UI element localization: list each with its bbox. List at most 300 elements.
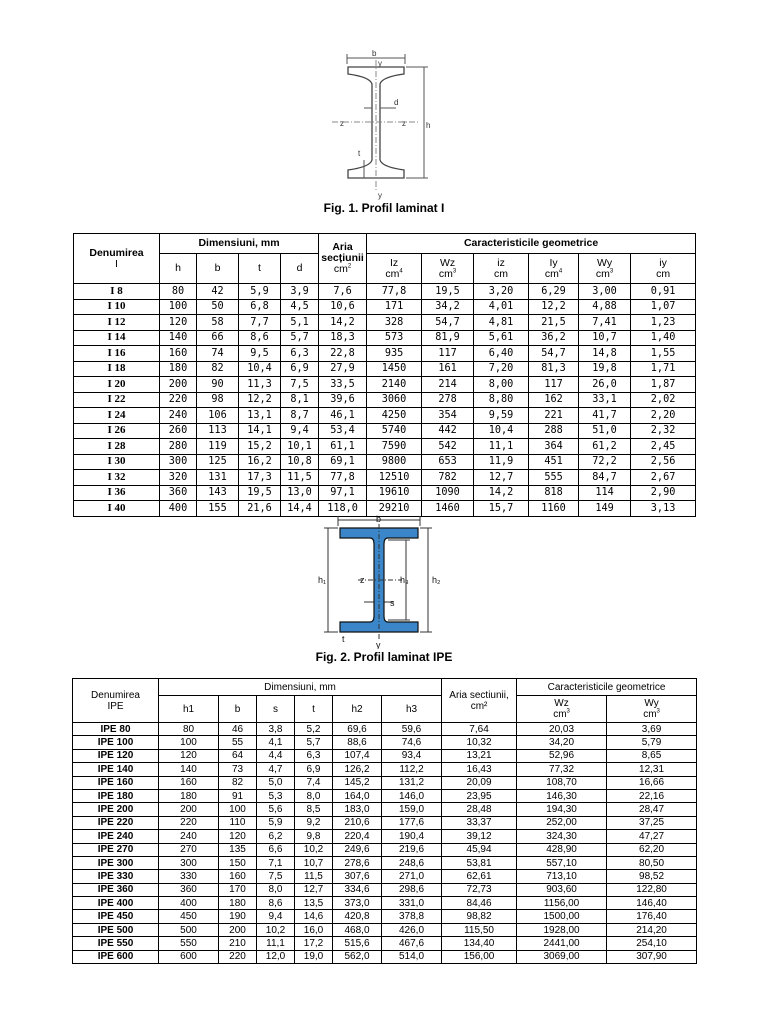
t1-value-cell: 5,61: [474, 330, 529, 346]
t2-header-geom: Caracteristicile geometrice: [517, 679, 697, 696]
fig1-label-t: t: [358, 149, 361, 158]
t1-value-cell: 278: [422, 392, 474, 408]
t1-value-cell: 4,81: [474, 315, 529, 331]
t2-value-cell: 360: [159, 883, 219, 896]
t1-value-cell: 26,0: [579, 377, 631, 393]
t1-row: [74, 470, 696, 486]
t1-value-cell: 1090: [422, 485, 474, 501]
t1-value-cell: 1,07: [631, 299, 696, 315]
t1-value-cell: 34,2: [422, 299, 474, 315]
t1-value-cell: 2,32: [631, 423, 696, 439]
t1-row: [74, 330, 696, 346]
t1-sub-iz-radius: iz cm: [474, 254, 529, 284]
t2-value-cell: 55: [219, 736, 257, 749]
t1-value-cell: 2,45: [631, 439, 696, 455]
t1-row: [74, 284, 696, 300]
t2-value-cell: 426,0: [382, 923, 442, 936]
t2-value-cell: 176,40: [607, 910, 697, 923]
t2-sub-b: b: [219, 696, 257, 723]
t2-row: [73, 736, 697, 749]
fig2-label-s: s: [390, 598, 395, 608]
t1-value-cell: 81,9: [422, 330, 474, 346]
t1-value-cell: 653: [422, 454, 474, 470]
t1-value-cell: 21,5: [529, 315, 579, 331]
t2-value-cell: 600: [159, 950, 219, 963]
t1-profile-name-cell: I 10: [74, 299, 160, 315]
t1-value-cell: 12,2: [529, 299, 579, 315]
t1-row: [74, 485, 696, 501]
t2-sub-t: t: [295, 696, 333, 723]
t1-sub-wy: Wy $cm^3$: [579, 254, 631, 284]
t1-value-cell: 12510: [367, 470, 422, 486]
t1-value-cell: 16,2: [239, 454, 281, 470]
t1-value-cell: 106: [197, 408, 239, 424]
t2-value-cell: 19,0: [295, 950, 333, 963]
t2-value-cell: 249,6: [333, 843, 382, 856]
t2-value-cell: 82: [219, 776, 257, 789]
t1-value-cell: 328: [367, 315, 422, 331]
t1-sub-iy-moment: Iy $cm^4$: [529, 254, 579, 284]
t2-row: [73, 776, 697, 789]
t1-row: [74, 377, 696, 393]
t2-body: [73, 723, 697, 964]
t2-value-cell: 1156,00: [517, 897, 607, 910]
t1-value-cell: 573: [367, 330, 422, 346]
t1-value-cell: 160: [160, 346, 197, 362]
t1-value-cell: 4,5: [281, 299, 319, 315]
t1-value-cell: 11,3: [239, 377, 281, 393]
t2-value-cell: 6,2: [257, 830, 295, 843]
t1-value-cell: 98: [197, 392, 239, 408]
t1-value-cell: 7,5: [281, 377, 319, 393]
t1-profile-name-cell: I 20: [74, 377, 160, 393]
t2-value-cell: 240: [159, 830, 219, 843]
t2-value-cell: 4,1: [257, 736, 295, 749]
t2-value-cell: 39,12: [442, 830, 517, 843]
t2-value-cell: 180: [159, 789, 219, 802]
t1-value-cell: 18,3: [319, 330, 367, 346]
t2-value-cell: 298,6: [382, 883, 442, 896]
t1-value-cell: 17,3: [239, 470, 281, 486]
t2-value-cell: 183,0: [333, 803, 382, 816]
t1-value-cell: 10,8: [281, 454, 319, 470]
t1-value-cell: 22,8: [319, 346, 367, 362]
t2-value-cell: 84,46: [442, 897, 517, 910]
t2-value-cell: 16,43: [442, 763, 517, 776]
t2-value-cell: 7,1: [257, 856, 295, 869]
t2-value-cell: 5,6: [257, 803, 295, 816]
fig1-label-b: b: [372, 50, 377, 58]
t2-profile-name-cell: IPE 270: [73, 843, 159, 856]
t1-value-cell: 2,20: [631, 408, 696, 424]
t2-row: [73, 856, 697, 869]
t1-value-cell: 69,1: [319, 454, 367, 470]
t2-value-cell: 254,10: [607, 937, 697, 950]
t2-profile-name-cell: IPE 330: [73, 870, 159, 883]
t2-value-cell: 146,40: [607, 897, 697, 910]
t2-value-cell: 120: [159, 749, 219, 762]
t2-value-cell: 20,03: [517, 723, 607, 736]
fig2-label-z: z: [360, 575, 365, 585]
t2-row: [73, 883, 697, 896]
t2-value-cell: 45,94: [442, 843, 517, 856]
t1-value-cell: 5,1: [281, 315, 319, 331]
t2-value-cell: 62,20: [607, 843, 697, 856]
t2-value-cell: 5,3: [257, 789, 295, 802]
t2-value-cell: 100: [159, 736, 219, 749]
t2-value-cell: 145,2: [333, 776, 382, 789]
t1-value-cell: 2,02: [631, 392, 696, 408]
t1-value-cell: 364: [529, 439, 579, 455]
t1-profile-name-cell: I 36: [74, 485, 160, 501]
t2-value-cell: 7,64: [442, 723, 517, 736]
t2-value-cell: 120: [219, 830, 257, 843]
t2-profile-name-cell: IPE 450: [73, 910, 159, 923]
t2-value-cell: 28,47: [607, 803, 697, 816]
t2-value-cell: 17,2: [295, 937, 333, 950]
t2-value-cell: 5,9: [257, 816, 295, 829]
t2-value-cell: 72,73: [442, 883, 517, 896]
t2-profile-name-cell: IPE 220: [73, 816, 159, 829]
t2-value-cell: 107,4: [333, 749, 382, 762]
t1-value-cell: 818: [529, 485, 579, 501]
t2-value-cell: 12,0: [257, 950, 295, 963]
t1-value-cell: 19,5: [422, 284, 474, 300]
fig2-label-b: b: [376, 514, 382, 524]
i-profile-drawing: [330, 50, 435, 200]
t2-value-cell: 331,0: [382, 897, 442, 910]
t1-value-cell: 77,8: [367, 284, 422, 300]
fig1-label-h: h: [426, 121, 431, 130]
t1-sub-d: d: [281, 254, 319, 284]
t2-value-cell: 53,81: [442, 856, 517, 869]
t2-value-cell: 8,6: [257, 897, 295, 910]
t2-value-cell: 428,90: [517, 843, 607, 856]
t2-profile-name-cell: IPE 80: [73, 723, 159, 736]
t1-value-cell: 4,01: [474, 299, 529, 315]
t1-value-cell: 4250: [367, 408, 422, 424]
t1-header-area: Aria secțiunii $cm^2$: [319, 234, 367, 284]
t2-value-cell: 74,6: [382, 736, 442, 749]
t1-value-cell: 33,1: [579, 392, 631, 408]
t2-value-cell: 468,0: [333, 923, 382, 936]
t2-value-cell: 3069,00: [517, 950, 607, 963]
t1-value-cell: 935: [367, 346, 422, 362]
t2-sub-wz: Wz $cm^3$: [517, 696, 607, 723]
t2-value-cell: 400: [159, 897, 219, 910]
t2-value-cell: 324,30: [517, 830, 607, 843]
t2-row: [73, 723, 697, 736]
t1-value-cell: 320: [160, 470, 197, 486]
t1-row: [74, 454, 696, 470]
t1-value-cell: 4,88: [579, 299, 631, 315]
t1-value-cell: 72,2: [579, 454, 631, 470]
t2-value-cell: 134,40: [442, 937, 517, 950]
t2-value-cell: 467,6: [382, 937, 442, 950]
t2-row: [73, 950, 697, 963]
t1-value-cell: 74: [197, 346, 239, 362]
t2-value-cell: 214,20: [607, 923, 697, 936]
t1-value-cell: 10,6: [319, 299, 367, 315]
t2-profile-name-cell: IPE 550: [73, 937, 159, 950]
t1-sub-b: b: [197, 254, 239, 284]
t1-value-cell: 117: [422, 346, 474, 362]
t1-value-cell: 140: [160, 330, 197, 346]
t2-value-cell: 500: [159, 923, 219, 936]
t2-value-cell: 131,2: [382, 776, 442, 789]
t2-profile-name-cell: IPE 240: [73, 830, 159, 843]
t2-value-cell: 10,7: [295, 856, 333, 869]
t1-value-cell: 8,80: [474, 392, 529, 408]
t1-header-geom: Caracteristicile geometrice: [367, 234, 696, 254]
t1-profile-name-cell: I 16: [74, 346, 160, 362]
t2-value-cell: 8,65: [607, 749, 697, 762]
t1-value-cell: 114: [579, 485, 631, 501]
t1-value-cell: 19,5: [239, 485, 281, 501]
t1-value-cell: 113: [197, 423, 239, 439]
t2-value-cell: 378,8: [382, 910, 442, 923]
t1-value-cell: 77,8: [319, 470, 367, 486]
t2-profile-name-cell: IPE 120: [73, 749, 159, 762]
t1-profile-name-cell: I 8: [74, 284, 160, 300]
t1-value-cell: 118,0: [319, 501, 367, 517]
t1-value-cell: 51,0: [579, 423, 631, 439]
t1-value-cell: 360: [160, 485, 197, 501]
fig2-label-h1: h₁: [318, 575, 327, 585]
t1-value-cell: 5740: [367, 423, 422, 439]
t2-value-cell: 108,70: [517, 776, 607, 789]
t1-value-cell: 8,1: [281, 392, 319, 408]
t1-value-cell: 27,9: [319, 361, 367, 377]
t2-value-cell: 159,0: [382, 803, 442, 816]
t1-value-cell: 5,7: [281, 330, 319, 346]
t1-value-cell: 14,4: [281, 501, 319, 517]
t2-value-cell: 180: [219, 897, 257, 910]
t1-value-cell: 1,40: [631, 330, 696, 346]
t1-value-cell: 6,9: [281, 361, 319, 377]
t2-row: [73, 803, 697, 816]
t1-sub-iy-radius: iy cm: [631, 254, 696, 284]
t2-row: [73, 816, 697, 829]
t2-value-cell: 271,0: [382, 870, 442, 883]
fig1-label-z-right: z: [402, 119, 406, 128]
t2-value-cell: 16,66: [607, 776, 697, 789]
t2-value-cell: 6,9: [295, 763, 333, 776]
t1-value-cell: 9,4: [281, 423, 319, 439]
t2-value-cell: 10,32: [442, 736, 517, 749]
t1-value-cell: 53,4: [319, 423, 367, 439]
t2-value-cell: 5,0: [257, 776, 295, 789]
t1-value-cell: 8,6: [239, 330, 281, 346]
t1-value-cell: 119: [197, 439, 239, 455]
t1-value-cell: 15,7: [474, 501, 529, 517]
t1-value-cell: 6,3: [281, 346, 319, 362]
fig2-label-h2: h₂: [432, 575, 441, 585]
t1-value-cell: 7,20: [474, 361, 529, 377]
t2-profile-name-cell: IPE 200: [73, 803, 159, 816]
t2-value-cell: 150: [219, 856, 257, 869]
t1-value-cell: 0,91: [631, 284, 696, 300]
t2-value-cell: 9,8: [295, 830, 333, 843]
t1-value-cell: 12,2: [239, 392, 281, 408]
t2-value-cell: 12,31: [607, 763, 697, 776]
t1-value-cell: 8,00: [474, 377, 529, 393]
t1-value-cell: 260: [160, 423, 197, 439]
t1-value-cell: 8,7: [281, 408, 319, 424]
t2-value-cell: 562,0: [333, 950, 382, 963]
t1-profile-name-cell: I 12: [74, 315, 160, 331]
t2-value-cell: 164,0: [333, 789, 382, 802]
t2-value-cell: 3,69: [607, 723, 697, 736]
t2-value-cell: 515,6: [333, 937, 382, 950]
t1-value-cell: 354: [422, 408, 474, 424]
t2-value-cell: 248,6: [382, 856, 442, 869]
t1-value-cell: 200: [160, 377, 197, 393]
t1-header-name: Denumirea I: [74, 234, 160, 284]
t1-value-cell: 162: [529, 392, 579, 408]
t2-value-cell: 4,4: [257, 749, 295, 762]
t2-sub-s: s: [257, 696, 295, 723]
fig1-label-z-left: z: [340, 119, 344, 128]
t2-value-cell: 140: [159, 763, 219, 776]
t2-value-cell: 220,4: [333, 830, 382, 843]
t2-value-cell: 5,7: [295, 736, 333, 749]
t1-value-cell: 131: [197, 470, 239, 486]
t1-profile-name-cell: I 30: [74, 454, 160, 470]
t2-value-cell: 46: [219, 723, 257, 736]
t1-value-cell: 10,1: [281, 439, 319, 455]
t2-value-cell: 160: [159, 776, 219, 789]
t1-value-cell: 2,56: [631, 454, 696, 470]
t2-value-cell: 52,96: [517, 749, 607, 762]
t1-value-cell: 3,20: [474, 284, 529, 300]
t1-value-cell: 33,5: [319, 377, 367, 393]
t2-value-cell: 7,4: [295, 776, 333, 789]
i-profile-table: [73, 233, 696, 517]
t1-value-cell: 6,40: [474, 346, 529, 362]
t1-profile-name-cell: I 18: [74, 361, 160, 377]
t2-value-cell: 146,0: [382, 789, 442, 802]
t1-value-cell: 61,1: [319, 439, 367, 455]
t2-value-cell: 220: [219, 950, 257, 963]
t1-header-dims: Dimensiuni, mm: [160, 234, 319, 254]
t2-value-cell: 122,80: [607, 883, 697, 896]
t1-value-cell: 9,59: [474, 408, 529, 424]
t1-profile-name-cell: I 14: [74, 330, 160, 346]
t2-value-cell: 6,3: [295, 749, 333, 762]
t2-header-name: Denumirea IPE: [73, 679, 159, 723]
t1-value-cell: 1160: [529, 501, 579, 517]
t2-row: [73, 937, 697, 950]
t1-value-cell: 288: [529, 423, 579, 439]
t2-row: [73, 897, 697, 910]
t2-value-cell: 252,00: [517, 816, 607, 829]
t1-value-cell: 14,8: [579, 346, 631, 362]
t1-value-cell: 171: [367, 299, 422, 315]
t1-value-cell: 221: [529, 408, 579, 424]
t1-value-cell: 240: [160, 408, 197, 424]
t1-value-cell: 7,7: [239, 315, 281, 331]
fig2-caption: Fig. 2. Profil laminat IPE: [315, 650, 453, 664]
t2-sub-wy: Wy $cm^3$: [607, 696, 697, 723]
t1-value-cell: 155: [197, 501, 239, 517]
t1-profile-name-cell: I 40: [74, 501, 160, 517]
t2-value-cell: 64: [219, 749, 257, 762]
ipe-profile-drawing: [318, 514, 448, 649]
t1-value-cell: 36,2: [529, 330, 579, 346]
t1-value-cell: 14,2: [319, 315, 367, 331]
t1-value-cell: 2,90: [631, 485, 696, 501]
t1-value-cell: 180: [160, 361, 197, 377]
t1-row: [74, 315, 696, 331]
t1-value-cell: 5,9: [239, 284, 281, 300]
t1-value-cell: 100: [160, 299, 197, 315]
t2-value-cell: 8,0: [295, 789, 333, 802]
t2-row: [73, 923, 697, 936]
t2-value-cell: 88,6: [333, 736, 382, 749]
t2-value-cell: 8,5: [295, 803, 333, 816]
t1-value-cell: 46,1: [319, 408, 367, 424]
t1-value-cell: 41,7: [579, 408, 631, 424]
t2-value-cell: 34,20: [517, 736, 607, 749]
t1-profile-name-cell: I 24: [74, 408, 160, 424]
ipe-profile-table: [72, 678, 697, 964]
t2-value-cell: 13,21: [442, 749, 517, 762]
t1-row: [74, 423, 696, 439]
t2-value-cell: 115,50: [442, 923, 517, 936]
t1-value-cell: 29210: [367, 501, 422, 517]
t1-value-cell: 12,7: [474, 470, 529, 486]
t2-value-cell: 11,5: [295, 870, 333, 883]
t2-value-cell: 37,25: [607, 816, 697, 829]
t1-value-cell: 782: [422, 470, 474, 486]
t2-value-cell: 4,7: [257, 763, 295, 776]
t2-row: [73, 843, 697, 856]
t2-value-cell: 47,27: [607, 830, 697, 843]
t1-value-cell: 97,1: [319, 485, 367, 501]
fig2-label-t: t: [342, 634, 345, 644]
t2-sub-h1: h1: [159, 696, 219, 723]
t1-value-cell: 7,6: [319, 284, 367, 300]
t2-value-cell: 112,2: [382, 763, 442, 776]
t1-value-cell: 149: [579, 501, 631, 517]
t1-row: [74, 408, 696, 424]
t1-value-cell: 3,13: [631, 501, 696, 517]
t1-value-cell: 1,23: [631, 315, 696, 331]
t2-value-cell: 3,8: [257, 723, 295, 736]
t1-value-cell: 2,67: [631, 470, 696, 486]
t1-value-cell: 66: [197, 330, 239, 346]
t1-value-cell: 3,9: [281, 284, 319, 300]
t1-value-cell: 82: [197, 361, 239, 377]
t1-value-cell: 21,6: [239, 501, 281, 517]
t1-value-cell: 50: [197, 299, 239, 315]
t2-value-cell: 170: [219, 883, 257, 896]
t2-value-cell: 194,30: [517, 803, 607, 816]
t2-value-cell: 160: [219, 870, 257, 883]
t2-value-cell: 62,61: [442, 870, 517, 883]
t2-sub-h3: h3: [382, 696, 442, 723]
t2-profile-name-cell: IPE 300: [73, 856, 159, 869]
t2-value-cell: 5,79: [607, 736, 697, 749]
t2-value-cell: 220: [159, 816, 219, 829]
t2-value-cell: 9,2: [295, 816, 333, 829]
t1-value-cell: 161: [422, 361, 474, 377]
t2-header-dims: Dimensiuni, mm: [159, 679, 442, 696]
t1-sub-h: h: [160, 254, 197, 284]
t1-value-cell: 117: [529, 377, 579, 393]
t1-value-cell: 3060: [367, 392, 422, 408]
